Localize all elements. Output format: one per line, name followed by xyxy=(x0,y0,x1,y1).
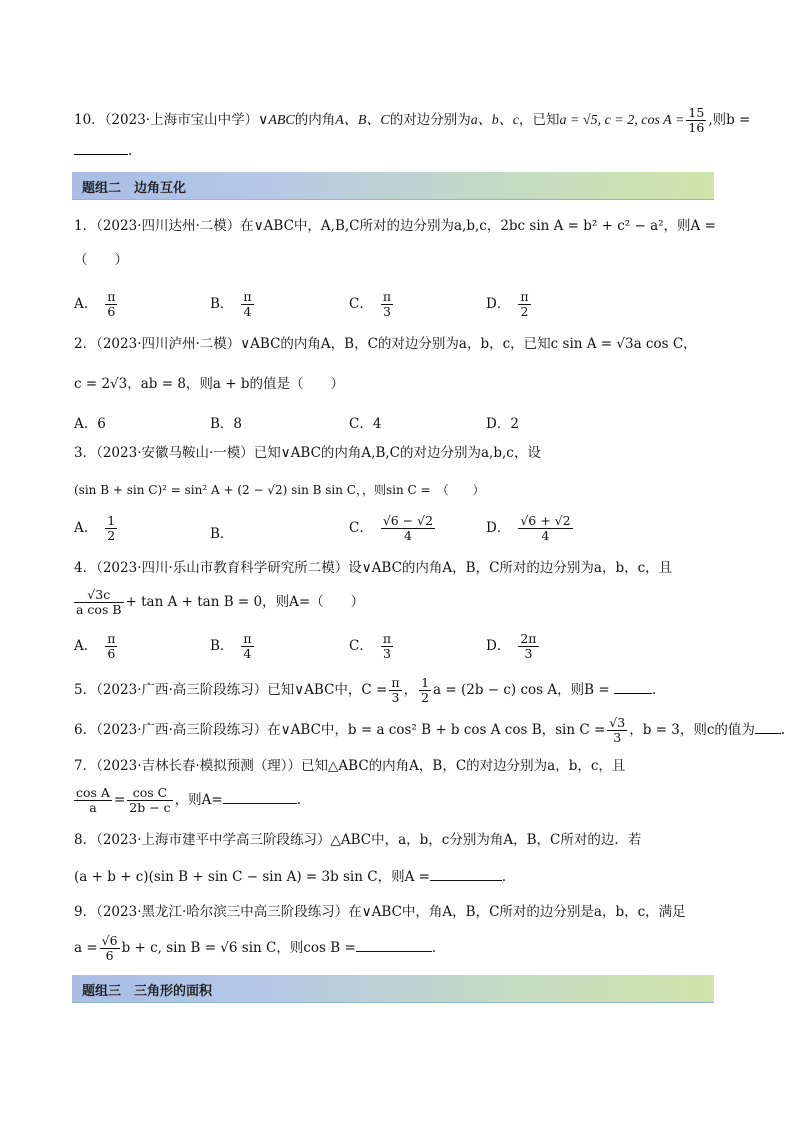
question-4: 4．（2023·四川·乐山市教育科学研究所二模）设∨ABC的内角A，B，C所对的边分别为a，b，c，且 xyxy=(74,560,673,576)
question-8: 8．（2023·上海市建平中学高三阶段练习）△ABC中，a，b，c分别为角A，B，C所对的边．若 xyxy=(74,832,642,848)
option-c[interactable]: C． $\frac{√6 - √2}{4}$ xyxy=(349,513,434,543)
question-4-cont: $\frac{√3c}{\text{a cos B}}$ + tan A + tan B = 0，则A=（ ） xyxy=(76,587,365,617)
option-a[interactable]: A．6 xyxy=(74,416,106,432)
fraction: $\frac{15}{16}$ xyxy=(688,105,705,135)
option-a[interactable]: A． $\frac{\pi}{6}$ xyxy=(74,631,116,661)
option-a[interactable]: A． $\frac{1}{2}$ xyxy=(74,513,116,543)
option-c[interactable]: C．4 xyxy=(349,416,382,432)
option-b[interactable]: B．8 xyxy=(210,416,243,432)
option-c[interactable]: C． $\frac{\pi}{3}$ xyxy=(349,289,392,319)
question-6: 6．（2023·广西·高三阶段练习）在∨ABC中，b = a cos² B + b cos A cos B，sin C = $\frac{√3}{3}$ ，b = 3，则c的值为 . xyxy=(74,715,786,745)
question-5: 5．（2023·广西·高三阶段练习）已知∨ABC中，C = $\frac{\pi}{3}$ ， $\frac{1}{2}$ a = (2b − c) cos A，则B = . xyxy=(74,675,657,705)
question-1: 1．（2023·四川达州·二模）在∨ABC中，A,B,C所对的边分别为a,b,c，2bc sin A = b² + c² − a²，则A = xyxy=(74,218,716,234)
answer-blank-10: . xyxy=(74,140,132,161)
option-b[interactable]: B． $\frac{\pi}{4}$ xyxy=(210,289,252,319)
option-b[interactable]: B． $\frac{\pi}{4}$ xyxy=(210,631,252,661)
question-9: 9．（2023·黑龙江·哈尔滨三中高三阶段练习）在∨ABC中，角A，B，C所对的边分别是a，b，c，满足 xyxy=(74,904,686,920)
question-3-cont: (sin B + sin C)² = sin² A + (2 − √2) sin B sin C，，则sin C = （ ） xyxy=(74,483,485,497)
option-a[interactable]: A． $\frac{\pi}{6}$ xyxy=(74,289,116,319)
question-2-cont: c = 2√3，ab = 8，则a + b的值是（ ） xyxy=(74,376,344,392)
option-c[interactable]: C． $\frac{\pi}{3}$ xyxy=(349,631,392,661)
question-7: 7．（2023·吉林长春·模拟预测（理））已知△ABC的内角A，B，C的对边分别为a，b，c，且 xyxy=(74,758,626,774)
option-d[interactable]: D． $\frac{2\pi}{3}$ xyxy=(486,631,537,661)
question-8-cont: (a + b + c)(sin B + sin C − sin A) = 3b sin C，则A = ． xyxy=(74,866,515,887)
option-b[interactable]: B． xyxy=(210,526,234,542)
question-7-cont: $\frac{\text{cos A}}{a}$ = $\frac{\text{cos C}}{2b - c}$ ，则A= . xyxy=(76,785,302,815)
option-d[interactable]: D． $\frac{√6 + √2}{4}$ xyxy=(486,513,571,543)
option-d[interactable]: D．2 xyxy=(486,416,519,432)
section-banner-group3: 题组三 三角形的面积 xyxy=(72,975,714,1003)
question-3: 3．（2023·安徽马鞍山·一模）已知∨ABC的内角A,B,C的对边分别为a,b,c，设 xyxy=(74,445,541,461)
question-9-cont: a = $\frac{√6}{6}$ b + c, sin B = √6 sin C，则cos B = . xyxy=(74,933,437,963)
question-1-paren: （ ） xyxy=(74,252,128,268)
option-d[interactable]: D． $\frac{\pi}{2}$ xyxy=(486,289,529,319)
question-10: 10．（2023·上海市宝山中学）∨ABC的内角A、B、C的对边分别为a、b、c，已知a = √5, c = 2, cos A = $\frac{15}{16}$ ,则b = xyxy=(74,105,751,135)
question-2: 2．（2023·四川泸州·二模）∨ABC的内角A，B，C的对边分别为a，b，c，已知c sin A = √3a cos C， xyxy=(74,336,697,352)
section-banner-group2: 题组二 边角互化 xyxy=(72,172,714,200)
